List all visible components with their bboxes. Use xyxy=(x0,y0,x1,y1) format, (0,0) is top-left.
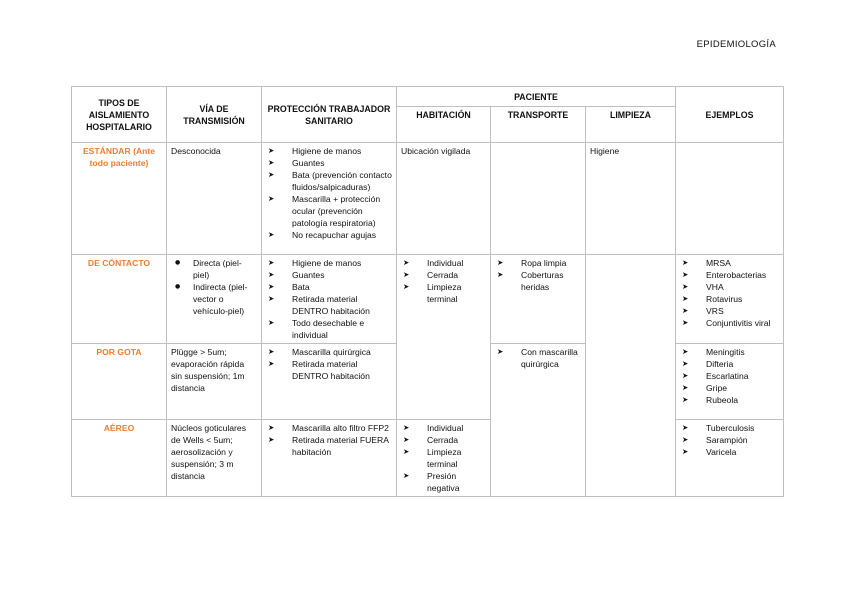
list-item: ➤ Gripe xyxy=(680,382,779,394)
habitacion-contacto xyxy=(397,255,491,420)
proteccion-contacto xyxy=(262,255,397,344)
header-ejemplos: EJEMPLOS xyxy=(676,87,784,143)
header-proteccion: PROTECCIÓN TRABAJADOR SANITARIO xyxy=(262,87,397,143)
table-row xyxy=(72,420,784,497)
habitacion-estandar: Ubicación vigilada xyxy=(397,143,491,255)
table-row xyxy=(72,143,784,255)
via-estandar: Desconocida xyxy=(167,143,262,255)
list-item: ➤ Rubeola xyxy=(680,394,779,406)
list-item: ➤ Mascarilla + protección ocular (prevención patología respiratoria) xyxy=(266,193,392,229)
table-row xyxy=(72,255,784,344)
proteccion-gota xyxy=(262,344,397,420)
list-item: ➤ Escarlatina xyxy=(680,370,779,382)
limpieza-contacto xyxy=(586,255,676,497)
list-item: ● Indirecta (piel-vector o vehículo-piel) xyxy=(171,281,257,317)
type-estandar: ESTÁNDAR (Ante todo paciente) xyxy=(72,143,167,255)
list-item: ➤ Meningitis xyxy=(680,346,779,358)
list-item: ➤ Retirada material DENTRO habitación xyxy=(266,358,392,382)
list-item: ➤ Difteria xyxy=(680,358,779,370)
list-item: ➤ Todo desechable e individual xyxy=(266,317,392,341)
limpieza-estandar: Higiene xyxy=(586,143,676,255)
list-item: ➤ VRS xyxy=(680,305,779,317)
list-item: ➤ Limpieza terminal xyxy=(401,446,486,470)
list-item: ➤ Cerrada xyxy=(401,269,486,281)
transporte-gota xyxy=(491,344,586,497)
list-item: ➤ Rotavirus xyxy=(680,293,779,305)
header-paciente: PACIENTE xyxy=(397,87,676,107)
list-item: ➤ Bata (prevención contacto fluidos/salpicaduras) xyxy=(266,169,392,193)
list-item: ➤ Presión negativa xyxy=(401,470,486,494)
list-item: ➤ Limpieza terminal xyxy=(401,281,486,305)
list-item: ➤ Mascarilla alto filtro FFP2 xyxy=(266,422,392,434)
isolation-table xyxy=(71,86,784,497)
header-transporte: TRANSPORTE xyxy=(491,107,586,143)
list-item: ➤ Guantes xyxy=(266,157,392,169)
header-habitacion: HABITACIÓN xyxy=(397,107,491,143)
list-item: ➤ Conjuntivitis viral xyxy=(680,317,779,329)
list-item: ➤ MRSA xyxy=(680,257,779,269)
ejemplos-aereo xyxy=(676,420,784,497)
header-limpieza: LIMPIEZA xyxy=(586,107,676,143)
list-item: ➤ Coberturas heridas xyxy=(495,269,581,293)
list-item: ➤ Varicela xyxy=(680,446,779,458)
list-item: ➤ Ropa limpia xyxy=(495,257,581,269)
list-item: ➤ Retirada material DENTRO habitación xyxy=(266,293,392,317)
proteccion-aereo xyxy=(262,420,397,497)
list-item: ➤ Individual xyxy=(401,257,486,269)
page-header: EPIDEMIOLOGÍA xyxy=(696,39,776,50)
list-item: ➤ Sarampión xyxy=(680,434,779,446)
habitacion-aereo xyxy=(397,420,491,497)
list-item: ➤ Retirada material FUERA habitación xyxy=(266,434,392,458)
list-item: ➤ Cerrada xyxy=(401,434,486,446)
ejemplos-contacto xyxy=(676,255,784,344)
type-aereo: AÉREO xyxy=(72,420,167,497)
via-aereo: Núcleos goticulares de Wells < 5um; aerosolización y suspensión; 3 m distancia xyxy=(167,420,262,497)
transporte-estandar xyxy=(491,143,586,255)
transporte-contacto xyxy=(491,255,586,344)
list-item: ➤ Guantes xyxy=(266,269,392,281)
list-item: ➤ Enterobacterias xyxy=(680,269,779,281)
list-item: ➤ Individual xyxy=(401,422,486,434)
type-gota: POR GOTA xyxy=(72,344,167,420)
list-item: ➤ Higiene de manos xyxy=(266,145,392,157)
list-item: ➤ Mascarilla quirúrgica xyxy=(266,346,392,358)
ejemplos-gota xyxy=(676,344,784,420)
ejemplos-estandar xyxy=(676,143,784,255)
list-item: ➤ Con mascarilla quirúrgica xyxy=(495,346,581,370)
list-item: ● Directa (piel-piel) xyxy=(171,257,257,281)
via-contacto xyxy=(167,255,262,344)
list-item: ➤ Bata xyxy=(266,281,392,293)
via-gota: Plügge > 5um; evaporación rápida sin suspensión; 1m distancia xyxy=(167,344,262,420)
header-via: VÍA DE TRANSMISIÓN xyxy=(167,87,262,143)
list-item: ➤ Higiene de manos xyxy=(266,257,392,269)
type-contacto: DE CÓNTACTO xyxy=(72,255,167,344)
header-tipos: TIPOS DE AISLAMIENTO HOSPITALARIO xyxy=(72,87,167,143)
list-item: ➤ No recapuchar agujas xyxy=(266,229,392,241)
list-item: ➤ Tuberculosis xyxy=(680,422,779,434)
list-item: ➤ VHA xyxy=(680,281,779,293)
proteccion-estandar xyxy=(262,143,397,255)
